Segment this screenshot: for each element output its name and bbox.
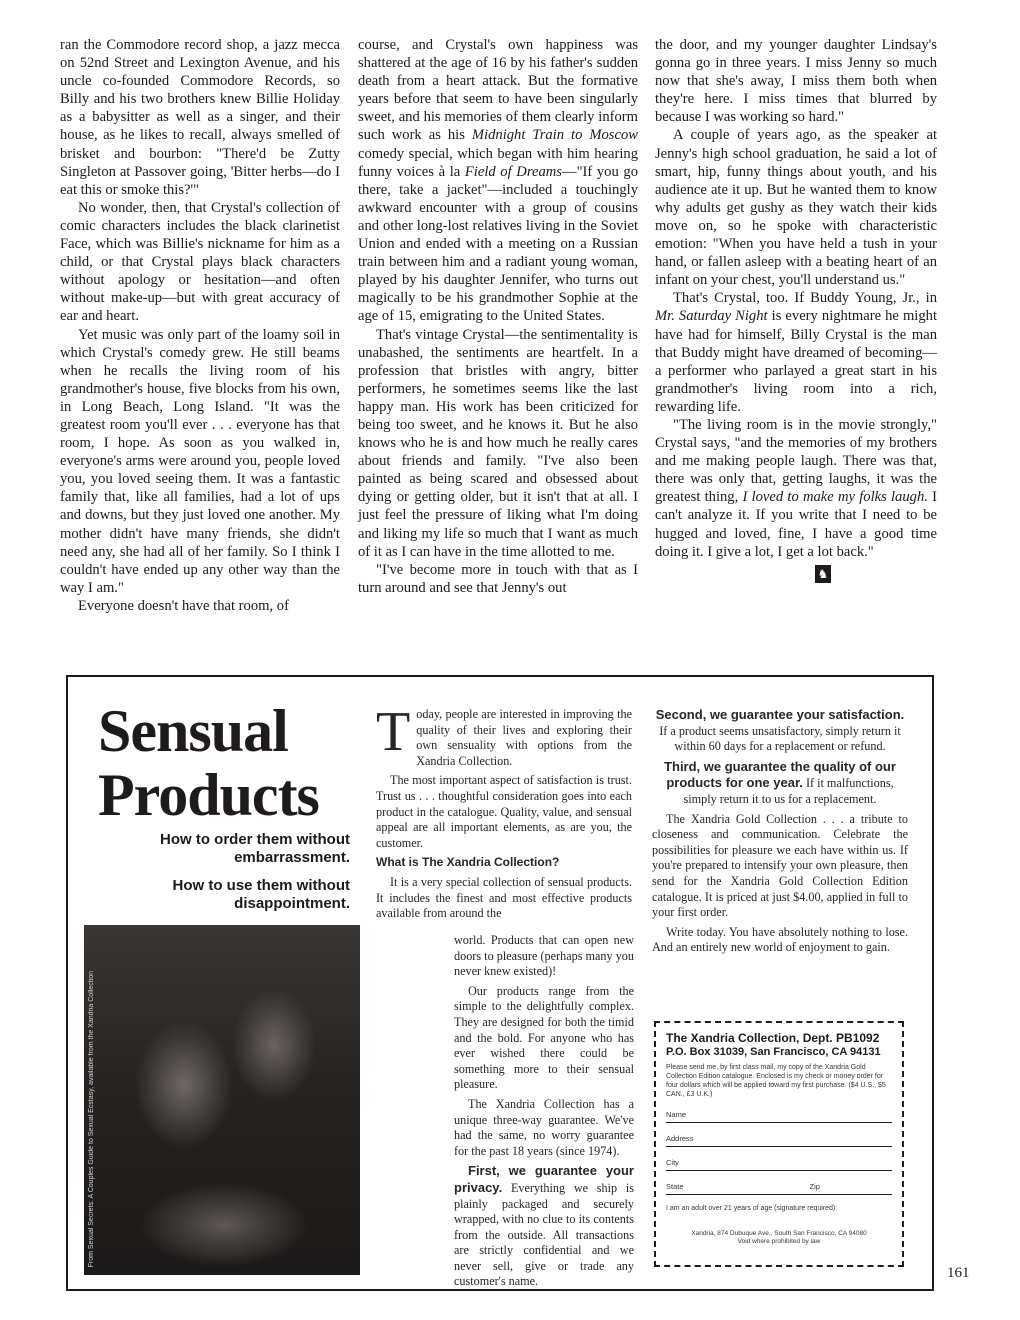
guarantee-heading: Second, we guarantee your satisfaction. (655, 707, 905, 722)
paragraph (655, 289, 937, 416)
paragraph: It is a very special collection of sensual products. It includes the finest and most effective products available from around the (376, 874, 632, 921)
field-label: Zip (809, 1182, 820, 1191)
address-field[interactable] (666, 1134, 892, 1147)
paragraph: world. Products that can open new doors to pleasure (perhaps many you never knew existed)! (454, 933, 634, 979)
footer-line: Xandria, 874 Dubuque Ave., South San Francisco, CA 94080 (691, 1230, 867, 1237)
title-italic: Mr. Saturday Night (655, 308, 768, 325)
ad-column-middle (376, 701, 632, 926)
footer-line: Void where prohibited by law (737, 1238, 821, 1245)
paragraph: The most important aspect of satisfaction is trust. Trust us . . . thoughtful consideration goes into each product in the catalogue. Quality, value, and sensual appeal are all important elements, as are you, the customer. (376, 773, 632, 850)
paragraph: the door, and my younger daughter Lindsay's gonna go in three years. I miss Jenny so much now that she's away, I miss them both when they're here. I miss times that blurred by because I was working so hard." (655, 37, 937, 126)
text-run: I can't analyze it. If you write that I need to be hugged and loved, fine, I have a good time doing it. I give a lot, I get a lot back." (655, 489, 937, 560)
field-label: State (666, 1182, 684, 1191)
field-label: Name (666, 1110, 687, 1119)
paragraph: That's vintage Crystal—the sentimentality is unabashed, the sentiments are heartfelt. In a profession that bristles with angry, bitter performers, he sometimes seems like the last happy man. His work has been criticized for being too sweet, and he knows it. But he also knows who he is and how much he really cares about friends and family. "I've also been painted as being scared and obsessed about dying or getting older, but it isn't that at all. I just feel the pressure of liking what I'm doing and liking my life so much that I want as much of it as I can have in the time allotted to me. (358, 326, 638, 560)
photo-credit: From Sexual Secrets: A Couples Guide to Sexual Ecstasy, available from the Xandria Collection (88, 970, 95, 1267)
coupon-text: Please send me, by first class mail, my copy of the Xandria Gold Collection Edition catalogue. Enclosed is my check or money order for four dollars which will be applied toward my first purchase. ($4 U.S., $5 CAN., £3 U.K.) (666, 1064, 886, 1098)
paragraph (358, 36, 638, 326)
ad-subheading: How to use them without disappointment. (172, 877, 350, 912)
paragraph: Write today. You have absolutely nothing to lose. And an entirely new world of enjoyment to gain. (652, 924, 908, 955)
guarantee-heading: Third, we guarantee the quality of our products for one year. (664, 758, 896, 791)
paragraph (652, 759, 908, 808)
title-italic: Field of Dreams (464, 163, 562, 180)
text-run: is every nightmare he might have had for himself, Billy Crystal is the man that Buddy might have dreamed of becoming—a performer who parlayed a great start in his grandmother's living room into a rich, rewarding life. (655, 308, 937, 415)
ad-intro (376, 701, 632, 769)
text-run: Everything we ship is plainly packaged and securely wrapped, with no clue to its contents from the outside. All transactions are strictly confidential and we never sell, give or trade any customer's name. (454, 1180, 634, 1289)
paragraph: A couple of years ago, as the speaker at Jenny's high school graduation, he said a lot of smart, hip, funny things about youth, and his audience ate it up. But he wanted them to know why adults get gushy as they watch their kids move on, so he spoke with characteristic emotion: "When you have held a tush in your hand, or fallen asleep with a beating heart of an infant on your chest, you'll understand us." (655, 127, 937, 289)
text-run: —"If you go there, take a jacket"—included a touchingly awkward encounter with a group of cousins and other long-lost relatives living in the Soviet Union and ended with a meeting on a Russian train between him and a radiant young woman, played by his daughter Jennifer, who turns out magically to be his grandmother Sophie at the age of 15, emigrating to the United States. (358, 163, 638, 325)
field-label: City (666, 1158, 679, 1167)
paragraph: ran the Commodore record shop, a jazz mecca on 52nd Street and Lexington Avenue, and his uncle co-founded Commodore Records, so Billy and his two brothers knew Billie Holiday as a babysitter as well as a singer, and their house, as he likes to recall, always smelled of brisket and bourbon: "There'd be Zutty Singleton at Passover going, 'Bitter herbs—do I eat this or smoke this?'" (60, 37, 340, 198)
emphasis: I loved to make my folks laugh. (742, 489, 928, 506)
state-zip-field[interactable] (666, 1182, 892, 1195)
bunny-end-mark-icon: ♞ (815, 565, 831, 583)
coupon-address: P.O. Box 31039, San Francisco, CA 94131 (666, 1046, 881, 1058)
ad-column-middle-lower (454, 933, 634, 1294)
guarantee-heading: First, we guarantee your privacy. (454, 1163, 634, 1195)
headline-line: Products (98, 762, 319, 828)
paragraph: The Xandria Gold Collection . . . a tribute to closeness and communication. Celebrate the possibilities for pleasure we each have within us. If you're prepared to intensify your own pleasure, then send for the Xandria Gold Collection Edition catalogue. It is priced at just $4.00, applied in full to your first order. (652, 811, 908, 920)
article-column-2 (358, 36, 638, 597)
question-heading: What is The Xandria Collection? (376, 855, 560, 870)
ad-headline (98, 699, 319, 827)
text-run: course, and Crystal's own happiness was shattered at the age of 16 by his father's sudden death from a heart attack. But the formative years before that seem to have been singularly sweet, and his memories of them clearly inform such work as his (358, 37, 638, 144)
ad-subheading: How to order them without embarrassment. (160, 831, 350, 866)
paragraph: "I've become more in touch with that as I turn around and see that Jenny's out (358, 561, 638, 596)
text-run: "The living room is in the movie strongly," Crystal says, "and the memories of my brothers and me making people laugh. There was that, there was only that, getting laughs, it was the greatest thing, (655, 416, 937, 506)
adult-signature-label: I am an adult over 21 years of age (signature required): (666, 1205, 838, 1212)
advertisement (66, 675, 934, 1291)
paragraph: Everyone doesn't have that room, of (78, 597, 289, 614)
text-run: If it malfunctions, simply return it to us for a replacement. (683, 776, 894, 806)
drop-cap: T (376, 701, 411, 763)
paragraph: The Xandria Collection has a unique three-way guarantee. We've had the same, no worry guarantee for the past 18 years (since 1974). (454, 1096, 634, 1158)
text-run: comedy special, which began with him hearing funny voices à la (358, 145, 638, 180)
title-italic: Midnight Train to Moscow (471, 127, 638, 144)
field-label: Address (666, 1134, 694, 1143)
headline-line: Sensual (98, 698, 288, 764)
coupon-company: The Xandria Collection, Dept. PB1092 (666, 1031, 880, 1045)
text-run: If a product seems unsatisfactory, simply return it within 60 days for a replacement or refund. (659, 723, 901, 754)
paragraph: Our products range from the simple to the delightfully complex. They are designed for both the timid and the bold. For anyone who has ever wished there could be something more to their sensual pleasure. (454, 983, 634, 1092)
paragraph (652, 707, 908, 755)
paragraph (655, 416, 937, 561)
text-run: oday, people are interested in improving the quality of their lives and exploring their own sensuality with options from the Xandria Collection. (416, 707, 632, 768)
paragraph: Yet music was only part of the loamy soil in which Crystal's comedy grew. He still beams when he recalls the living room of his grandmother's house, five blocks from his own, in Long Beach, Long Island. "It was the greatest room you'll ever . . . everyone has that room, I hope. As soon as you walked in, everyone's arms were around you, people loved you, you loved seeing them. It was a fantastic family that, like all families, had a lot of ups and downs, but they just loved one another. My mother didn't have many friends, she didn't need any, she had all of her family. So I think I couldn't have ended up any other way than the way I am." (60, 326, 340, 596)
paragraph (454, 1163, 634, 1290)
ad-column-right (652, 707, 908, 960)
article-column-1 (60, 36, 340, 615)
name-field[interactable] (666, 1110, 892, 1123)
order-coupon (654, 1021, 904, 1267)
article-column-3 (655, 36, 937, 583)
paragraph: No wonder, then, that Crystal's collection of comic characters includes the black clarinetist Face, which was Billie's nickname for him as a child, or that Crystal plays black characters without apology or hesitation—and often without make-up—but with great accuracy of ear and heart. (60, 199, 340, 325)
page-number: 161 (947, 1265, 970, 1281)
ad-photo (84, 925, 360, 1275)
coupon-footer (666, 1230, 892, 1246)
text-run: That's Crystal, too. If Buddy Young, Jr., in (673, 290, 937, 307)
city-field[interactable] (666, 1158, 892, 1171)
